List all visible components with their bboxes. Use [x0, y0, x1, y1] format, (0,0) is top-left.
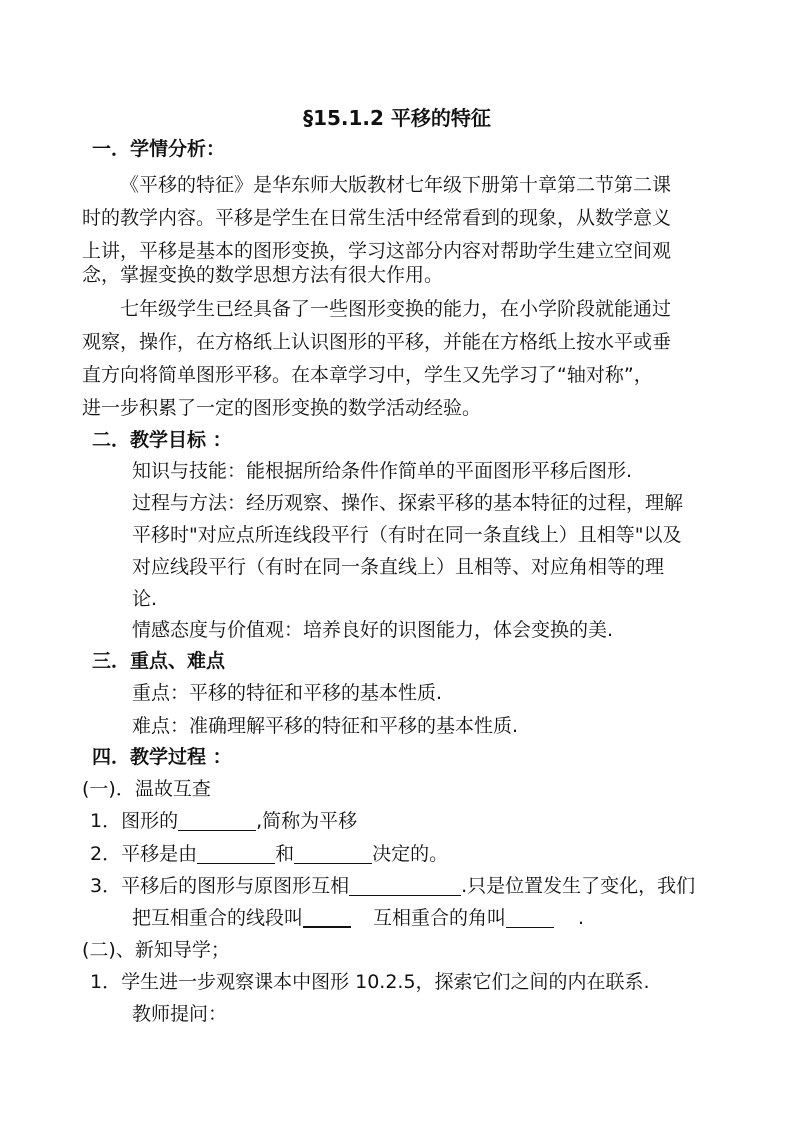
page-title: §15.1.2 平移的特征: [303, 106, 491, 130]
objective-line: 过程与方法：经历观察、操作、探索平移的基本特征的过程，理解: [132, 492, 684, 514]
teacher-question-label: 教师提问：: [132, 1003, 228, 1025]
paragraph-line: 观察，操作，在方格纸上认识图形的平移，并能在方格纸上按水平或垂: [82, 331, 672, 353]
paragraph-line: 直方向将简单图形平移。在本章学习中，学生又先学习了“轴对称”，: [82, 364, 653, 386]
subsection-review: (一)．温故互查: [82, 778, 211, 800]
fill-blank[interactable]: [506, 907, 554, 928]
fill-blank[interactable]: [303, 906, 351, 928]
paragraph-line: 念，掌握变换的数学思想方法有很大作用。: [82, 264, 444, 286]
subsection-new-knowledge: (二)、新知导学；: [82, 939, 230, 961]
objective-line: 知识与技能：能根据所给条件作简单的平面图形平移后图形.: [132, 460, 633, 482]
question-3-continued: 把互相重合的线段叫 互相重合的角叫 .: [132, 907, 585, 929]
objective-line: 论.: [132, 588, 158, 610]
objective-line: 平移时"对应点所连线段平行（有时在同一条直线上）且相等"以及: [132, 524, 682, 546]
paragraph-line: 时的教学内容。平移是学生在日常生活中经常看到的现象，从数学意义: [82, 207, 672, 229]
fill-blank[interactable]: [294, 843, 372, 864]
paragraph-line: 进一步积累了一定的图形变换的数学活动经验。: [82, 397, 482, 419]
paragraph-line: 上讲，平移是基本的图形变换，学习这部分内容对帮助学生建立空间观: [82, 240, 672, 262]
question-2: 2．平移是由 和 决定的。: [90, 843, 449, 865]
section-heading-key-points: 三．重点、难点: [92, 650, 226, 672]
objective-line: 对应线段平行（有时在同一条直线上）且相等、对应角相等的理: [132, 556, 665, 578]
key-point-line: 重点：平移的特征和平移的基本性质.: [132, 682, 443, 704]
new-knowledge-item-1: 1．学生进一步观察课本中图形 10.2.5，探索它们之间的内在联系.: [90, 971, 650, 993]
fill-blank[interactable]: [178, 810, 256, 831]
section-heading-objectives: 二．教学目标 ：: [92, 429, 232, 451]
difficulty-line: 难点：准确理解平移的特征和平移的基本性质.: [132, 715, 519, 737]
question-1: 1．图形的 ,简称为平移: [90, 810, 358, 832]
question-3: 3．平移后的图形与原图形互相 .只是位置发生了变化，我们: [90, 875, 696, 897]
paragraph-line: 七年级学生已经具备了一些图形变换的能力，在小学阶段就能通过: [120, 298, 672, 320]
paragraph-line: 《平移的特征》是华东师大版教材七年级下册第十章第二节第二课: [120, 174, 672, 196]
fill-blank[interactable]: [197, 843, 275, 864]
fill-blank[interactable]: [349, 875, 461, 896]
objective-line: 情感态度与价值观：培养良好的识图能力，体会变换的美.: [132, 619, 614, 641]
section-heading-process: 四．教学过程 ：: [92, 746, 232, 768]
section-heading-analysis: 一．学情分析：: [92, 138, 226, 160]
